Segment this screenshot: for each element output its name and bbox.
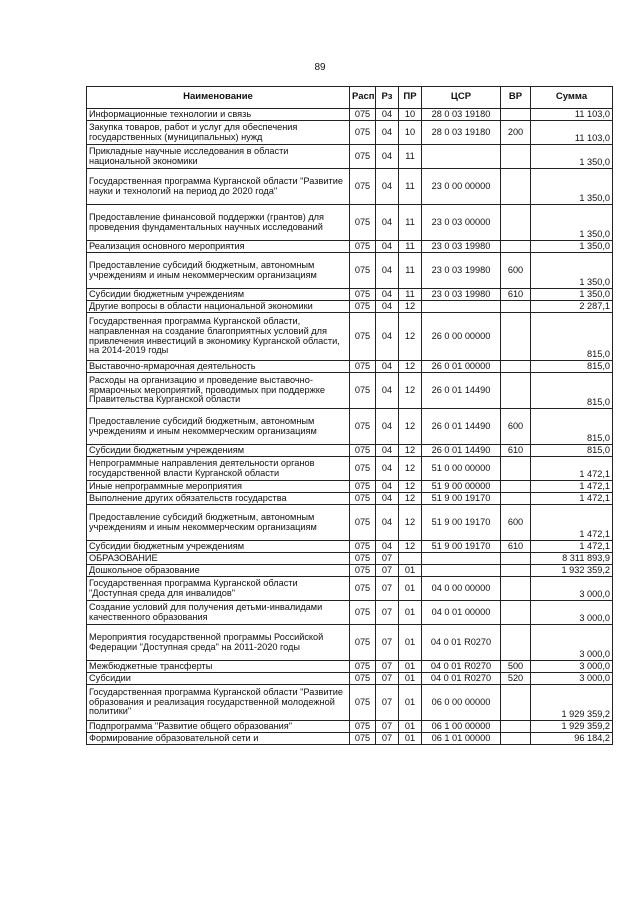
table-row <box>87 253 613 289</box>
row-vr <box>501 481 531 493</box>
row-sum: 815,0 <box>531 361 613 373</box>
table-row <box>87 541 613 553</box>
row-name: Закупка товаров, работ и услуг для обеспечения государственных (муниципальных) нужд <box>87 121 350 145</box>
row-vr <box>501 721 531 733</box>
row-name: Предоставление субсидий бюджетным, автономным учреждениям и иным некоммерческим организациям <box>87 409 350 445</box>
row-sum: 1 929 359,2 <box>531 685 613 721</box>
row-pr: 01 <box>399 601 422 625</box>
row-sum: 1 472,1 <box>531 457 613 481</box>
row-pr: 01 <box>399 565 422 577</box>
row-rz: 07 <box>376 685 399 721</box>
row-pr: 12 <box>399 445 422 457</box>
row-rz: 04 <box>376 205 399 241</box>
row-vr <box>501 457 531 481</box>
row-rz: 04 <box>376 109 399 121</box>
row-rasp: 075 <box>350 313 376 361</box>
row-vr <box>501 373 531 409</box>
header-pr: ПР <box>399 87 422 109</box>
row-sum: 1 350,0 <box>531 241 613 253</box>
row-name: Выполнение других обязательств государства <box>87 493 350 505</box>
row-csr: 51 9 00 19170 <box>422 493 501 505</box>
row-rasp: 075 <box>350 733 376 745</box>
row-vr <box>501 145 531 169</box>
table-row <box>87 565 613 577</box>
row-sum: 815,0 <box>531 313 613 361</box>
row-name: Непрограммные направления деятельности органов государственной власти Курганской области <box>87 457 350 481</box>
row-sum: 815,0 <box>531 445 613 457</box>
row-rz: 04 <box>376 121 399 145</box>
row-rz: 07 <box>376 673 399 685</box>
table-row <box>87 145 613 169</box>
header-vr: ВР <box>501 87 531 109</box>
row-csr: 23 0 03 19980 <box>422 289 501 301</box>
row-csr: 51 9 00 19170 <box>422 541 501 553</box>
row-csr: 28 0 03 19180 <box>422 109 501 121</box>
row-name: Межбюджетные трансферты <box>87 661 350 673</box>
row-csr: 26 0 01 14490 <box>422 445 501 457</box>
row-sum: 815,0 <box>531 373 613 409</box>
row-pr: 11 <box>399 169 422 205</box>
table-row <box>87 313 613 361</box>
row-csr: 23 0 03 19980 <box>422 253 501 289</box>
row-rz: 04 <box>376 445 399 457</box>
row-name: Государственная программа Курганской области "Доступная среда для инвалидов" <box>87 577 350 601</box>
row-sum: 1 350,0 <box>531 253 613 289</box>
row-vr <box>501 685 531 721</box>
row-name: Формирование образовательной сети и <box>87 733 350 745</box>
row-vr <box>501 493 531 505</box>
row-name: Субсидии бюджетным учреждениям <box>87 445 350 457</box>
row-sum: 1 350,0 <box>531 205 613 241</box>
row-csr: 51 9 00 19170 <box>422 505 501 541</box>
row-name: Предоставление субсидий бюджетным, автономным учреждениям и иным некоммерческим организациям <box>87 253 350 289</box>
row-rz: 07 <box>376 553 399 565</box>
budget-table <box>86 86 613 745</box>
row-csr: 04 0 00 00000 <box>422 577 501 601</box>
row-csr: 28 0 03 19180 <box>422 121 501 145</box>
row-pr: 12 <box>399 493 422 505</box>
row-vr <box>501 553 531 565</box>
row-rasp: 075 <box>350 577 376 601</box>
row-rz: 04 <box>376 289 399 301</box>
table-row <box>87 169 613 205</box>
row-sum: 11 103,0 <box>531 109 613 121</box>
row-rasp: 075 <box>350 373 376 409</box>
row-name: Субсидии бюджетным учреждениям <box>87 289 350 301</box>
row-rasp: 075 <box>350 493 376 505</box>
table-row <box>87 601 613 625</box>
row-rz: 04 <box>376 253 399 289</box>
row-rasp: 075 <box>350 361 376 373</box>
row-csr: 51 0 00 00000 <box>422 457 501 481</box>
row-rz: 04 <box>376 169 399 205</box>
row-name: Государственная программа Курганской области "Развитие образования и реализация государственной молодежной политики" <box>87 685 350 721</box>
row-pr: 01 <box>399 733 422 745</box>
row-rasp: 075 <box>350 481 376 493</box>
row-sum: 3 000,0 <box>531 661 613 673</box>
table-row <box>87 301 613 313</box>
table-row <box>87 205 613 241</box>
row-sum: 1 472,1 <box>531 493 613 505</box>
header-rasp: Расп <box>350 87 376 109</box>
row-rasp: 075 <box>350 253 376 289</box>
row-rasp: 075 <box>350 205 376 241</box>
table-row <box>87 721 613 733</box>
row-csr <box>422 145 501 169</box>
row-vr: 500 <box>501 661 531 673</box>
row-name: Дошкольное образование <box>87 565 350 577</box>
row-pr: 11 <box>399 253 422 289</box>
row-name: Подпрограмма "Развитие общего образования" <box>87 721 350 733</box>
table-row <box>87 445 613 457</box>
row-sum: 11 103,0 <box>531 121 613 145</box>
header-rz: Рз <box>376 87 399 109</box>
table-row <box>87 289 613 301</box>
row-sum: 1 472,1 <box>531 481 613 493</box>
row-name: Создание условий для получения детьми-инвалидами качественного образования <box>87 601 350 625</box>
table-row <box>87 481 613 493</box>
row-rasp: 075 <box>350 169 376 205</box>
row-pr: 11 <box>399 205 422 241</box>
row-csr: 26 0 01 14490 <box>422 409 501 445</box>
row-sum: 96 184,2 <box>531 733 613 745</box>
row-csr: 23 0 00 00000 <box>422 169 501 205</box>
row-vr <box>501 241 531 253</box>
row-vr: 600 <box>501 409 531 445</box>
row-csr: 04 0 01 R0270 <box>422 625 501 661</box>
row-pr: 12 <box>399 457 422 481</box>
row-rz: 04 <box>376 373 399 409</box>
row-vr <box>501 169 531 205</box>
row-vr <box>501 733 531 745</box>
row-name: Субсидии бюджетным учреждениям <box>87 541 350 553</box>
row-rasp: 075 <box>350 565 376 577</box>
row-sum: 1 350,0 <box>531 145 613 169</box>
row-vr <box>501 601 531 625</box>
row-pr: 12 <box>399 301 422 313</box>
row-pr <box>399 553 422 565</box>
row-rasp: 075 <box>350 457 376 481</box>
row-rz: 04 <box>376 301 399 313</box>
row-vr <box>501 361 531 373</box>
row-pr: 10 <box>399 121 422 145</box>
row-rz: 07 <box>376 565 399 577</box>
row-rasp: 075 <box>350 301 376 313</box>
row-pr: 12 <box>399 505 422 541</box>
row-rz: 04 <box>376 505 399 541</box>
table-row <box>87 553 613 565</box>
row-pr: 11 <box>399 289 422 301</box>
row-rz: 07 <box>376 733 399 745</box>
row-rasp: 075 <box>350 445 376 457</box>
header-csr: ЦСР <box>422 87 501 109</box>
row-sum: 3 000,0 <box>531 625 613 661</box>
row-rz: 04 <box>376 361 399 373</box>
row-rz: 04 <box>376 241 399 253</box>
table-row <box>87 733 613 745</box>
row-rasp: 075 <box>350 673 376 685</box>
row-rz: 04 <box>376 493 399 505</box>
row-sum: 3 000,0 <box>531 577 613 601</box>
table-row <box>87 685 613 721</box>
row-name: Выставочно-ярмарочная деятельность <box>87 361 350 373</box>
row-vr <box>501 109 531 121</box>
row-sum: 1 932 359,2 <box>531 565 613 577</box>
row-pr: 12 <box>399 409 422 445</box>
row-rasp: 075 <box>350 685 376 721</box>
table-row <box>87 109 613 121</box>
row-rasp: 075 <box>350 661 376 673</box>
row-vr <box>501 625 531 661</box>
row-sum: 1 472,1 <box>531 541 613 553</box>
row-rasp: 075 <box>350 625 376 661</box>
row-name: Расходы на организацию и проведение выставочно-ярмарочных мероприятий, проводимых при поддержке Правительства Курганской области <box>87 373 350 409</box>
row-pr: 01 <box>399 673 422 685</box>
row-csr: 51 9 00 00000 <box>422 481 501 493</box>
row-csr: 04 0 01 R0270 <box>422 661 501 673</box>
row-sum: 1 350,0 <box>531 289 613 301</box>
table-body <box>87 109 613 745</box>
row-vr <box>501 301 531 313</box>
row-rz: 07 <box>376 661 399 673</box>
row-csr: 26 0 01 14490 <box>422 373 501 409</box>
row-pr: 12 <box>399 481 422 493</box>
row-rasp: 075 <box>350 721 376 733</box>
row-vr <box>501 313 531 361</box>
row-sum: 3 000,0 <box>531 601 613 625</box>
row-vr <box>501 577 531 601</box>
row-rz: 04 <box>376 481 399 493</box>
row-pr: 01 <box>399 721 422 733</box>
row-name: Реализация основного мероприятия <box>87 241 350 253</box>
row-sum: 815,0 <box>531 409 613 445</box>
row-sum: 1 350,0 <box>531 169 613 205</box>
row-name: ОБРАЗОВАНИЕ <box>87 553 350 565</box>
row-sum: 1 472,1 <box>531 505 613 541</box>
row-rasp: 075 <box>350 601 376 625</box>
row-vr <box>501 565 531 577</box>
row-name: Предоставление субсидий бюджетным, автономным учреждениям и иным некоммерческим организациям <box>87 505 350 541</box>
row-csr: 04 0 01 00000 <box>422 601 501 625</box>
row-csr: 06 1 00 00000 <box>422 721 501 733</box>
row-pr: 01 <box>399 625 422 661</box>
row-pr: 01 <box>399 577 422 601</box>
row-name: Другие вопросы в области национальной экономики <box>87 301 350 313</box>
row-rz: 07 <box>376 577 399 601</box>
row-pr: 12 <box>399 373 422 409</box>
row-csr: 06 1 01 00000 <box>422 733 501 745</box>
row-rz: 07 <box>376 601 399 625</box>
row-pr: 11 <box>399 145 422 169</box>
row-vr: 610 <box>501 445 531 457</box>
table-row <box>87 241 613 253</box>
table-row <box>87 625 613 661</box>
row-name: Субсидии <box>87 673 350 685</box>
header-row <box>87 87 613 109</box>
row-rz: 07 <box>376 721 399 733</box>
row-csr: 26 0 01 00000 <box>422 361 501 373</box>
row-vr: 200 <box>501 121 531 145</box>
row-csr: 06 0 00 00000 <box>422 685 501 721</box>
row-csr <box>422 565 501 577</box>
header-sum: Сумма <box>531 87 613 109</box>
table-row <box>87 121 613 145</box>
row-sum: 1 929 359,2 <box>531 721 613 733</box>
row-rz: 04 <box>376 541 399 553</box>
row-rz: 04 <box>376 457 399 481</box>
table-row <box>87 493 613 505</box>
row-pr: 12 <box>399 541 422 553</box>
row-name: Государственная программа Курганской области, направленная на создание благоприятных условий для привлечения инвестиций в экономику Курганской области, на 2014-2019 годы <box>87 313 350 361</box>
row-pr: 01 <box>399 661 422 673</box>
row-vr: 600 <box>501 505 531 541</box>
row-vr: 610 <box>501 541 531 553</box>
row-rasp: 075 <box>350 109 376 121</box>
row-vr: 610 <box>501 289 531 301</box>
row-sum: 2 287,1 <box>531 301 613 313</box>
table-row <box>87 373 613 409</box>
row-rasp: 075 <box>350 541 376 553</box>
row-csr: 26 0 00 00000 <box>422 313 501 361</box>
row-rasp: 075 <box>350 145 376 169</box>
row-csr <box>422 553 501 565</box>
row-pr: 11 <box>399 241 422 253</box>
row-sum: 3 000,0 <box>531 673 613 685</box>
table-row <box>87 361 613 373</box>
row-sum: 8 311 893,9 <box>531 553 613 565</box>
page-number: 89 <box>314 62 326 73</box>
table-row <box>87 409 613 445</box>
row-csr: 04 0 01 R0270 <box>422 673 501 685</box>
row-rasp: 075 <box>350 505 376 541</box>
header-name: Наименование <box>87 87 350 109</box>
row-rz: 04 <box>376 145 399 169</box>
row-rasp: 075 <box>350 553 376 565</box>
row-name: Иные непрограммные мероприятия <box>87 481 350 493</box>
table-row <box>87 673 613 685</box>
row-rz: 04 <box>376 313 399 361</box>
row-name: Государственная программа Курганской области "Развитие науки и технологий на период до 2020 года" <box>87 169 350 205</box>
table-row <box>87 577 613 601</box>
row-vr <box>501 205 531 241</box>
row-pr: 12 <box>399 361 422 373</box>
row-csr: 23 0 03 19980 <box>422 241 501 253</box>
row-csr <box>422 301 501 313</box>
row-rasp: 075 <box>350 289 376 301</box>
row-vr: 520 <box>501 673 531 685</box>
table-row <box>87 505 613 541</box>
row-vr: 600 <box>501 253 531 289</box>
row-name: Предоставление финансовой поддержки (грантов) для проведения фундаментальных научных исследований <box>87 205 350 241</box>
row-pr: 01 <box>399 685 422 721</box>
row-rz: 07 <box>376 625 399 661</box>
row-rz: 04 <box>376 409 399 445</box>
row-pr: 12 <box>399 313 422 361</box>
row-rasp: 075 <box>350 121 376 145</box>
row-rasp: 075 <box>350 241 376 253</box>
table-row <box>87 661 613 673</box>
row-pr: 10 <box>399 109 422 121</box>
row-name: Информационные технологии и связь <box>87 109 350 121</box>
row-csr: 23 0 03 00000 <box>422 205 501 241</box>
row-rasp: 075 <box>350 409 376 445</box>
row-name: Мероприятия государственной программы Российской Федерации "Доступная среда" на 2011-2020 годы <box>87 625 350 661</box>
table-row <box>87 457 613 481</box>
row-name: Прикладные научные исследования в области национальной экономики <box>87 145 350 169</box>
